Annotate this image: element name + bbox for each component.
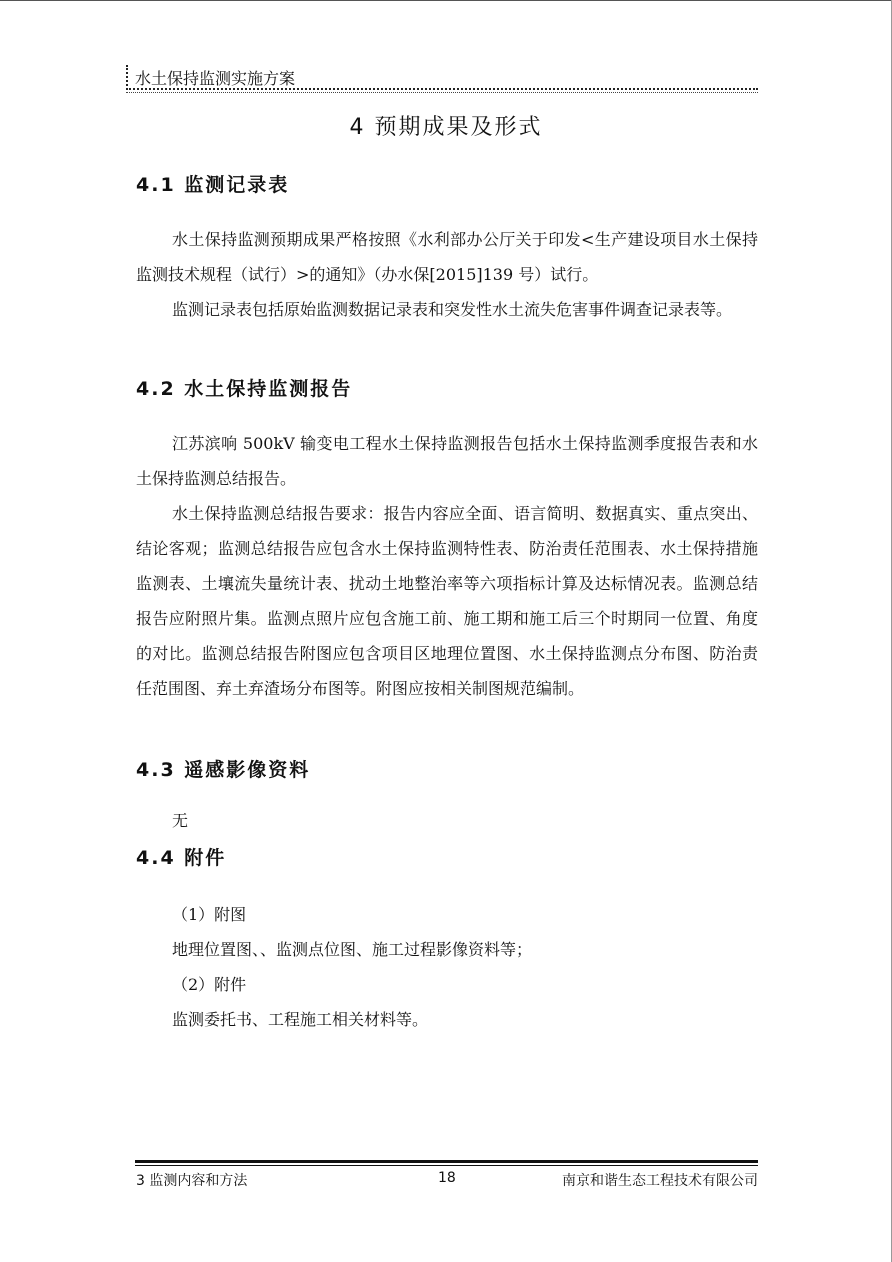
attachment-item-1: （1）附图 — [172, 905, 247, 924]
paragraph-4-3-body: 无 — [172, 811, 189, 830]
section-heading-4-1: 4.1 监测记录表 — [136, 174, 290, 196]
header-dotted-marker — [126, 65, 128, 90]
page-number: 18 — [438, 1170, 456, 1186]
paragraph-4-1-2: 监测记录表包括原始监测数据记录表和突发性水土流失危害事件调查记录表等。 — [172, 300, 733, 319]
chapter-title: 4 预期成果及形式 — [349, 115, 543, 140]
footer-chapter: 3 监测内容和方法 — [136, 1173, 248, 1189]
header-dotted-rule — [126, 88, 758, 90]
header-title: 水土保持监测实施方案 — [135, 69, 296, 88]
header-dotted-rule-thin — [126, 92, 758, 93]
footer-rule-thin — [135, 1165, 758, 1166]
paragraph-4-2-2: 水土保持监测总结报告要求：报告内容应全面、语言简明、数据真实、重点突出、结论客观；监测总结报告应包含水土保持监测特性表、防治责任范围表、水土保持措施监测表、土壤流失量统计表、扰动土地整治率等六项指标计算及达标情况表。监测总结报告应附照片集。监测点照片应包含施工前、施工期和施工后三个时期同一位置、角度的对比。监测总结报告附图应包含项目区地理位置图、水土保持监测点分布图、防治责任范围图、弃土弃渣场分布图等。附图应按相关制图规范编制。 — [136, 504, 758, 698]
section-heading-4-2: 4.2 水土保持监测报告 — [136, 378, 353, 400]
paragraph-4-2-1: 江苏滨响 500kV 输变电工程水土保持监测报告包括水土保持监测季度报告表和水土保持监测总结报告。 — [136, 434, 758, 488]
attachment-item-2-body: 监测委托书、工程施工相关材料等。 — [172, 1010, 429, 1029]
footer-company: 南京和谐生态工程技术有限公司 — [562, 1173, 758, 1189]
section-heading-4-4: 4.4 附件 — [136, 847, 227, 869]
section-heading-4-3: 4.3 遥感影像资料 — [136, 759, 311, 781]
paragraph-4-1-1: 水土保持监测预期成果严格按照《水利部办公厅关于印发<生产建设项目水土保持监测技术规程（试行）>的通知》（办水保[2015]139 号）试行。 — [136, 230, 758, 284]
page-top-border — [0, 0, 892, 1]
attachment-item-2: （2）附件 — [172, 975, 247, 994]
attachment-item-1-body: 地理位置图、、监测点位图、施工过程影像资料等； — [172, 940, 533, 959]
footer-rule-thick — [135, 1160, 758, 1163]
running-header — [126, 63, 758, 93]
